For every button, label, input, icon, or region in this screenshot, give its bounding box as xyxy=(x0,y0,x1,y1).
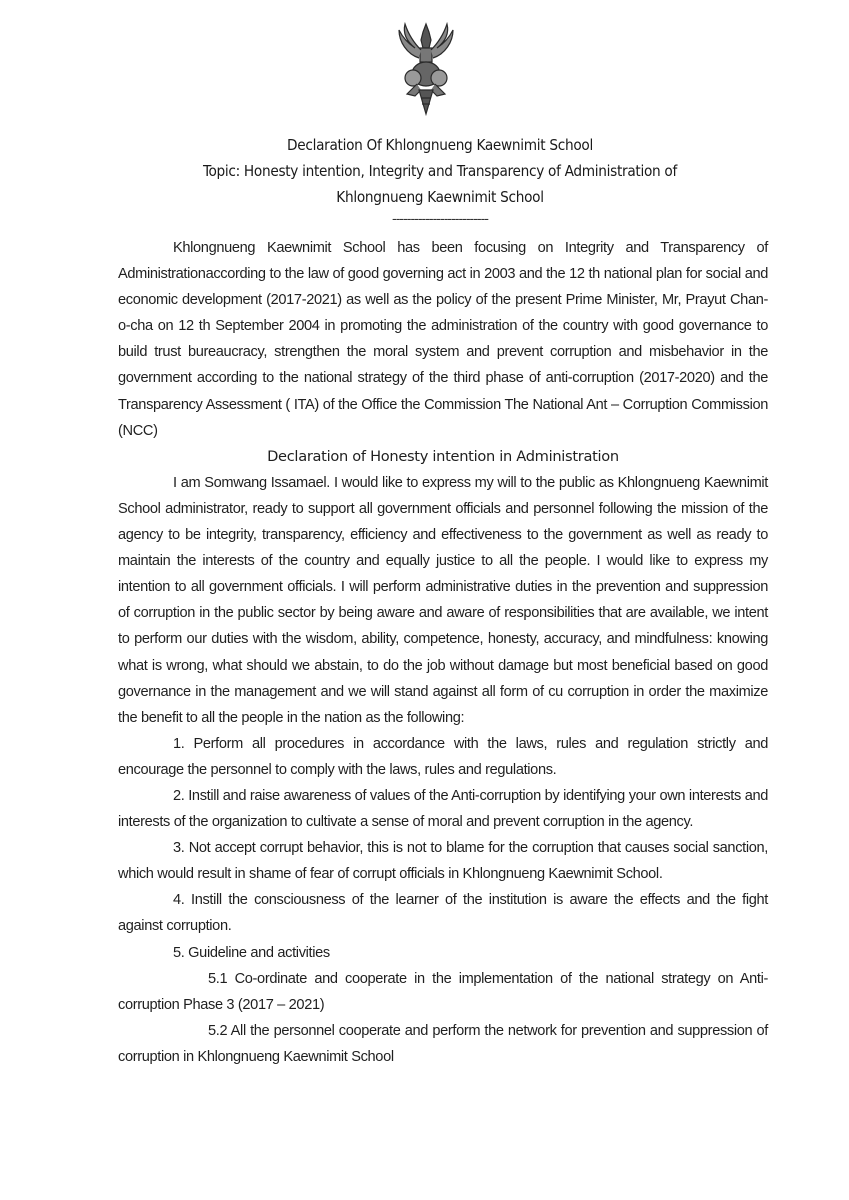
document-body xyxy=(118,235,768,1070)
declaration-paragraph: I am Somwang Issamael. I would like to express my will to the public as Khlongnueng Kaewnimit School administrator, ready to support all government officials and personnel following the mission of the agency to be integrity, transparency, efficiency and effectiveness to the government as well as ready to maintain the interests of the country and equally justice to all the people. I would like to express my intention to all government officials. I will perform administrative duties in the prevention and suppression of corruption in the public sector by being aware and aware of responsibilities that are available, we intent to perform our duties with the wisdom, ability, competence, honesty, accuracy, and mindfulness: knowing what is wrong, what should we abstain, to do the job without damage but most beneficial based on good governance in the management and we will stand against all form of cu corruption in order the maximize the benefit to all the people in the nation as the following: xyxy=(118,474,768,726)
section-title: Declaration of Honesty intention in Administration xyxy=(267,447,619,465)
document-title: Declaration Of Khlongnueng Kaewnimit School xyxy=(287,136,593,154)
document-topic-continued: Khlongnueng Kaewnimit School xyxy=(336,188,544,206)
garuda-emblem-icon xyxy=(393,18,459,118)
list-item: 4. Instill the consciousness of the learner of the institution is aware the effects and the fight against corruption. xyxy=(118,892,768,935)
intro-paragraph: Khlongnueng Kaewnimit School has been focusing on Integrity and Transparency of Administrationaccording to the law of good governing act in 2003 and the 12 th national plan for social and economic development (2017-2021) as well as the policy of the present Prime Minister, Mr, Prayut Chan-o-cha on 12 th September 2004 in promoting the administration of the country with good governance to build trust bureaucracy, strengthen the moral system and prevent corruption and misbehavior in the government according to the national strategy of the third phase of anti-corruption (2017-2020) and the Transparency Assessment ( ITA) of the Office the Commission The National Ant – Corruption Commission (NCC) xyxy=(118,240,768,439)
list-item: 5. Guideline and activities xyxy=(173,944,330,961)
sub-list-item: 5.1 Co-ordinate and cooperate in the implementation of the national strategy on Anti-corruption Phase 3 (2017 – 2021) xyxy=(118,970,768,1013)
list-item: 1. Perform all procedures in accordance with the laws, rules and regulation strictly and encourage the personnel to comply with the laws, rules and regulations. xyxy=(118,735,768,778)
list-item: 2. Instill and raise awareness of values of the Anti-corruption by identifying your own interests and interests of the organization to cultivate a sense of moral and prevent corruption in the agency. xyxy=(118,787,768,831)
separator-line: -------------------------- xyxy=(392,212,488,227)
list-item: 3. Not accept corrupt behavior, this is not to blame for the corruption that causes social sanction, which would result in shame of fear of corrupt officials in Khlongnueng Kaewnimit School. xyxy=(118,840,768,883)
document-topic: Topic: Honesty intention, Integrity and Transparency of Administration of xyxy=(202,162,677,180)
sub-list-item: 5.2 All the personnel cooperate and perform the network for prevention and suppression of corruption in Khlongnueng Kaewnimit School xyxy=(118,1022,768,1065)
